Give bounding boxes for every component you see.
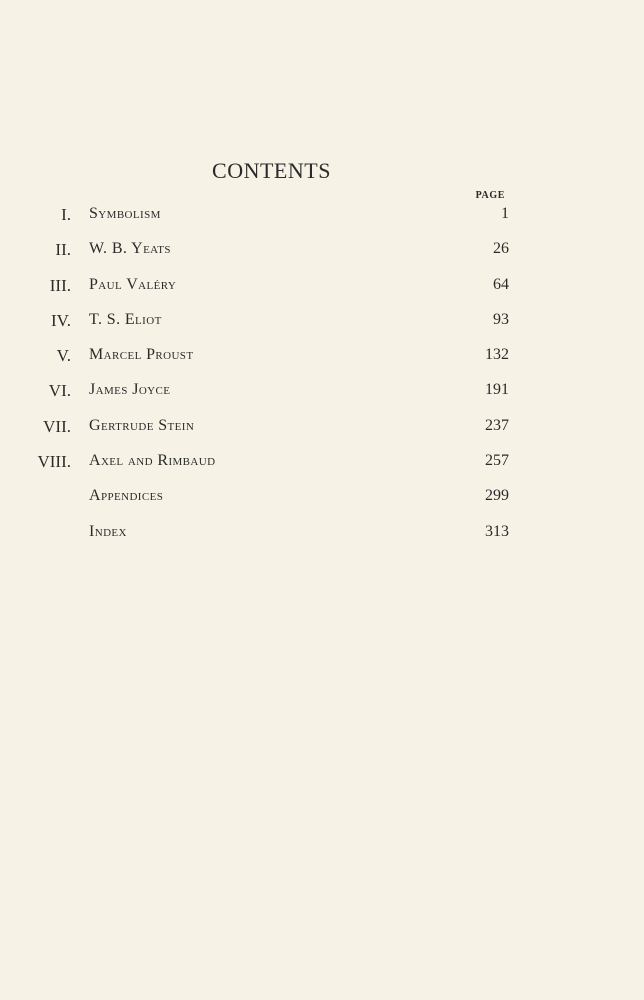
chapter-title: Symbolism: [89, 205, 161, 222]
chapter-title: Index: [89, 522, 127, 540]
page-number: 1: [501, 205, 509, 222]
chapter-title: Paul Valéry: [89, 275, 177, 293]
toc-entry: [0, 375, 644, 410]
toc-entry: [0, 481, 644, 516]
toc-entry: [0, 411, 644, 446]
chapter-title: T. S. Eliot: [89, 310, 162, 328]
toc-entry: [0, 517, 644, 552]
page-number: 191: [485, 381, 509, 399]
page-number: 257: [485, 452, 509, 470]
toc-entry: [0, 234, 644, 269]
page-number: 237: [485, 416, 509, 434]
page-column-label: PAGE: [475, 190, 505, 201]
toc-entry: [0, 340, 644, 375]
chapter-title: Gertrude Stein: [89, 416, 195, 434]
chapter-title: W. B. Yeats: [89, 240, 171, 258]
table-of-contents: [0, 199, 644, 552]
page-number: 132: [485, 346, 509, 364]
chapter-number: VII.: [43, 416, 71, 436]
chapter-title: James Joyce: [89, 381, 171, 399]
page-number: 64: [493, 275, 509, 293]
toc-entry: [0, 305, 644, 340]
contents-title: CONTENTS: [212, 158, 331, 183]
chapter-number: VI.: [48, 381, 71, 401]
chapter-title: Axel and Rimbaud: [89, 452, 216, 470]
chapter-number: V.: [56, 346, 71, 366]
chapter-number: III.: [49, 275, 71, 295]
page-number: 93: [493, 310, 509, 328]
page-number: 299: [485, 487, 509, 505]
toc-entry: [0, 446, 644, 481]
page-number: 313: [485, 522, 509, 540]
chapter-title: Marcel Proust: [89, 346, 194, 364]
chapter-number: IV.: [51, 310, 71, 330]
page-number: 26: [493, 240, 509, 258]
chapter-number: I.: [61, 205, 71, 224]
toc-entry: [0, 199, 644, 234]
chapter-number: II.: [55, 240, 71, 260]
chapter-title: Appendices: [89, 487, 164, 505]
chapter-number: VIII.: [37, 452, 71, 472]
toc-entry: [0, 270, 644, 305]
